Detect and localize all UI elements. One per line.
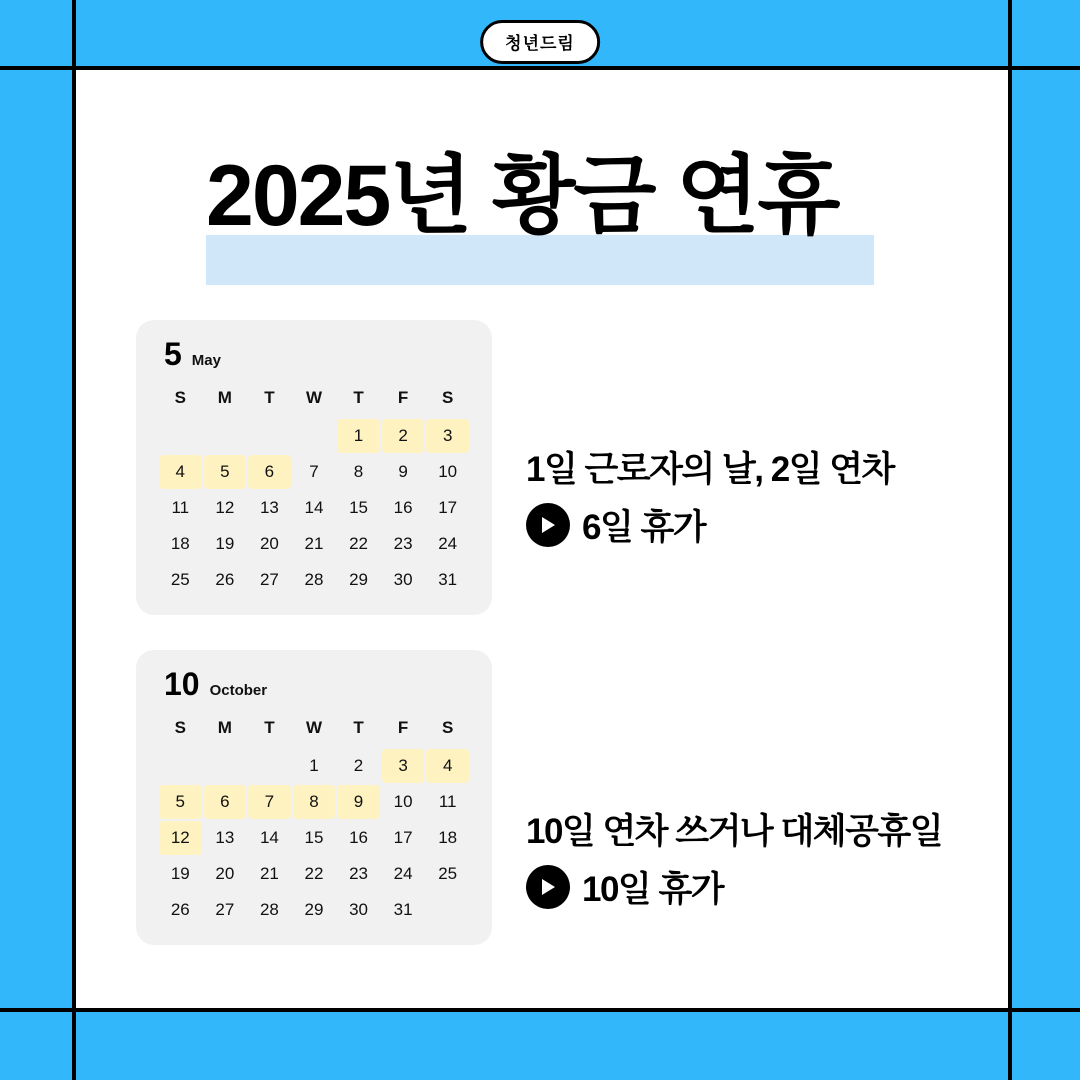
calendar-october-day-highlight: 9 xyxy=(337,785,380,819)
calendar-may-day-highlight: 6 xyxy=(248,455,291,489)
note-october-result-row xyxy=(526,862,996,912)
calendar-october-day-empty xyxy=(425,892,470,928)
calendar-may-day-highlight: 3 xyxy=(426,419,469,453)
content-card xyxy=(76,70,1008,1008)
calendar-may-week-row xyxy=(158,562,470,598)
calendar-october-week-row xyxy=(158,784,470,820)
calendar-may-month-name: May xyxy=(191,352,221,369)
calendar-october-day-highlight: 8 xyxy=(293,785,336,819)
calendar-may-week-row xyxy=(158,454,470,490)
calendar-may-day-19[interactable]: 19 xyxy=(215,534,235,553)
calendar-october-day-1[interactable]: 1 xyxy=(309,756,319,775)
calendar-may-day-31[interactable]: 31 xyxy=(438,570,458,589)
calendar-may-weekday-row xyxy=(158,384,470,418)
page-title-text: 2025년 황금 연휴 xyxy=(206,148,839,244)
brand-logo: 청년드림 xyxy=(480,20,600,64)
calendar-october-day-highlight: 4 xyxy=(426,749,469,783)
calendar-october-day-8[interactable] xyxy=(292,784,337,820)
calendar-may-day-26[interactable]: 26 xyxy=(215,570,235,589)
calendar-october-day-30[interactable]: 30 xyxy=(349,900,368,919)
note-may xyxy=(526,448,996,550)
calendar-october-day-31[interactable]: 31 xyxy=(393,900,413,919)
calendar-may-day-3[interactable] xyxy=(425,418,470,454)
calendar-october-week-row xyxy=(158,748,470,784)
calendar-may-day-29[interactable]: 29 xyxy=(349,570,368,589)
calendar-may-weekday-5: F xyxy=(397,388,409,407)
calendar-october-day-empty xyxy=(247,748,292,784)
calendar-october-day-9[interactable] xyxy=(336,784,381,820)
calendar-october-day-22[interactable]: 22 xyxy=(304,864,324,883)
calendar-october-day-15[interactable]: 15 xyxy=(304,828,324,847)
calendar-october-weekday-1: M xyxy=(217,718,232,737)
calendar-may-day-21[interactable]: 21 xyxy=(304,534,324,553)
calendar-october-header xyxy=(158,668,470,700)
calendar-october-weekday-6: S xyxy=(442,718,454,737)
calendar-october-day-24[interactable]: 24 xyxy=(393,864,413,883)
calendar-may-day-16[interactable]: 16 xyxy=(393,498,413,517)
calendar-may-day-11[interactable]: 11 xyxy=(171,498,190,517)
calendar-october-day-10[interactable]: 10 xyxy=(393,792,413,811)
calendar-may-weekday-4: T xyxy=(353,388,364,407)
calendar-october-day-5[interactable] xyxy=(158,784,203,820)
calendar-october-day-2[interactable]: 2 xyxy=(353,756,364,775)
calendar-october-weekday-3: W xyxy=(305,718,322,737)
calendar-may-header xyxy=(158,338,470,370)
calendar-october-day-4[interactable] xyxy=(425,748,470,784)
calendar-may-day-13[interactable]: 13 xyxy=(259,498,279,517)
calendar-october-weekday-row xyxy=(158,714,470,748)
calendar-may-day-15[interactable]: 15 xyxy=(349,498,368,517)
calendar-october-day-17[interactable]: 17 xyxy=(393,828,413,847)
calendar-october-day-3[interactable] xyxy=(381,748,426,784)
calendar-october-day-empty xyxy=(203,748,248,784)
calendar-october-day-23[interactable]: 23 xyxy=(349,864,368,883)
calendar-may-day-17[interactable]: 17 xyxy=(438,498,458,517)
page-title xyxy=(206,145,886,248)
calendar-may-weekday-3: W xyxy=(305,388,322,407)
calendar-may-day-10[interactable]: 10 xyxy=(438,462,458,481)
calendar-october-day-14[interactable]: 14 xyxy=(259,828,279,847)
calendar-may-day-2[interactable] xyxy=(381,418,426,454)
calendar-may-day-27[interactable]: 27 xyxy=(259,570,279,589)
calendar-may-weekday-6: S xyxy=(442,388,454,407)
note-october-result: 10일 휴가 xyxy=(582,869,724,909)
calendar-october-day-20[interactable]: 20 xyxy=(215,864,235,883)
calendar-october-weekday-4: T xyxy=(353,718,364,737)
calendar-october-day-highlight: 7 xyxy=(248,785,291,819)
calendar-may-day-12[interactable]: 12 xyxy=(215,498,235,517)
calendar-may-day-28[interactable]: 28 xyxy=(304,570,324,589)
calendar-october-weekday-2: T xyxy=(264,718,275,737)
bottom-frame-bar xyxy=(0,1008,1080,1080)
calendar-october-day-11[interactable]: 11 xyxy=(438,792,457,811)
calendar-october-week-row xyxy=(158,820,470,856)
right-frame-line xyxy=(1008,0,1012,1080)
calendar-october-day-16[interactable]: 16 xyxy=(349,828,368,847)
calendar-october-week-row xyxy=(158,892,470,928)
calendar-october-day-highlight: 6 xyxy=(204,785,247,819)
calendar-may-day-22[interactable]: 22 xyxy=(349,534,368,553)
calendar-may-day-4[interactable] xyxy=(158,454,203,490)
calendar-may-day-empty xyxy=(203,418,248,454)
calendar-may-day-25[interactable]: 25 xyxy=(170,570,190,589)
calendar-october-month-number: 10 xyxy=(164,666,200,702)
calendar-october-day-highlight: 3 xyxy=(382,749,425,783)
calendar-may-day-8[interactable]: 8 xyxy=(353,462,364,481)
play-icon xyxy=(526,865,570,909)
calendar-may-week-row xyxy=(158,418,470,454)
calendar-may-day-18[interactable]: 18 xyxy=(170,534,190,553)
calendar-october-day-21[interactable]: 21 xyxy=(259,864,279,883)
calendar-may-day-23[interactable]: 23 xyxy=(393,534,413,553)
calendar-october-day-27[interactable]: 27 xyxy=(215,900,235,919)
calendar-may-day-empty xyxy=(158,418,203,454)
calendar-may-day-1[interactable] xyxy=(336,418,381,454)
calendar-may-day-highlight: 2 xyxy=(382,419,425,453)
calendar-october-day-6[interactable] xyxy=(203,784,248,820)
calendar-october-day-highlight: 12 xyxy=(159,821,202,855)
calendar-may-day-30[interactable]: 30 xyxy=(393,570,413,589)
calendar-october-day-28[interactable]: 28 xyxy=(259,900,279,919)
calendar-may-day-5[interactable] xyxy=(203,454,248,490)
calendar-may-day-empty xyxy=(292,418,337,454)
calendar-october-month-name: October xyxy=(209,682,268,699)
calendar-may-weekday-1: M xyxy=(217,388,232,407)
calendar-october-day-7[interactable] xyxy=(247,784,292,820)
calendar-october-day-13[interactable]: 13 xyxy=(215,828,235,847)
note-october-condition: 10일 연차 쓰거나 대체공휴일 xyxy=(526,812,943,851)
calendar-may-day-24[interactable]: 24 xyxy=(438,534,458,553)
calendar-may-day-9[interactable]: 9 xyxy=(398,462,408,481)
calendar-may-day-empty xyxy=(247,418,292,454)
calendar-may-day-highlight: 1 xyxy=(337,419,380,453)
calendar-october-day-19[interactable]: 19 xyxy=(170,864,190,883)
calendar-october-week-row xyxy=(158,856,470,892)
calendar-may-weekday-0: S xyxy=(174,388,186,407)
calendar-october-day-highlight: 5 xyxy=(159,785,202,819)
note-may-condition: 1일 근로자의 날, 2일 연차 xyxy=(526,450,894,489)
calendar-may-day-20[interactable]: 20 xyxy=(259,534,279,553)
calendar-october-weekday-0: S xyxy=(174,718,186,737)
play-icon xyxy=(526,503,570,547)
calendar-may-day-highlight: 4 xyxy=(159,455,202,489)
calendar-october-day-18[interactable]: 18 xyxy=(438,828,458,847)
calendar-october-grid xyxy=(158,714,470,928)
calendar-october-day-25[interactable]: 25 xyxy=(438,864,458,883)
note-october xyxy=(526,810,996,912)
calendar-may-day-7[interactable]: 7 xyxy=(309,462,319,481)
calendar-may-day-14[interactable]: 14 xyxy=(304,498,324,517)
calendar-october-day-empty xyxy=(158,748,203,784)
calendar-may-month-number: 5 xyxy=(164,336,182,372)
calendar-october-day-29[interactable]: 29 xyxy=(304,900,324,919)
calendar-may xyxy=(136,320,492,615)
note-may-result: 6일 휴가 xyxy=(582,507,706,547)
calendar-may-day-highlight: 5 xyxy=(204,455,247,489)
calendar-may-week-row xyxy=(158,490,470,526)
calendar-october-day-26[interactable]: 26 xyxy=(170,900,190,919)
calendar-october-day-12[interactable] xyxy=(158,820,203,856)
note-may-result-row xyxy=(526,500,996,550)
calendar-may-grid xyxy=(158,384,470,598)
calendar-october xyxy=(136,650,492,945)
calendar-may-week-row xyxy=(158,526,470,562)
calendar-october-weekday-5: F xyxy=(397,718,409,737)
calendar-may-weekday-2: T xyxy=(264,388,275,407)
calendar-may-day-6[interactable] xyxy=(247,454,292,490)
